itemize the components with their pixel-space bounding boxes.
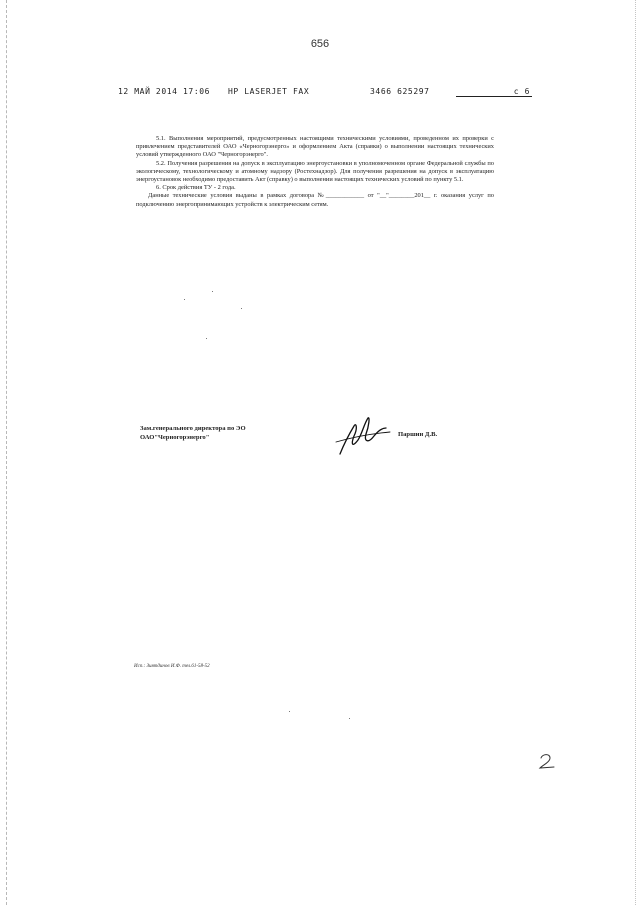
scan-edge-left <box>6 0 7 905</box>
fax-page: с 6 <box>456 87 532 97</box>
signatory-position-line1: Зам.генерального директора по ЭО <box>140 425 246 432</box>
paragraph-5-2: 5.2. Получения разрешения на допуск в эксплуатацию энергоустановки в уполномоченном органе Федеральной службы по экологическому, технологическому и атомному надзору (Ростехнадзор). Для получения разрешения на допуск в эксплуатацию энергоустановок необходимо предоставить Акт (справку) о выполнении настоящих технических условий по пункту 5.1. <box>136 159 494 184</box>
scan-speck <box>206 338 207 339</box>
scan-speck <box>184 299 185 300</box>
document-body <box>136 135 494 209</box>
scan-speck <box>212 291 213 292</box>
fax-datetime: 12 МАЙ 2014 17:06 <box>118 87 211 96</box>
executor-note: Исп.: Зиятдинов И.Ф. тел.61-58-52 <box>134 664 210 669</box>
paragraph-6: 6. Срок действия ТУ - 2 года. <box>156 184 236 192</box>
fax-device: HP LASERJET FAX <box>228 87 310 96</box>
fax-header <box>118 87 530 101</box>
page-number: 656 <box>310 38 330 50</box>
scan-speck <box>289 711 290 712</box>
scan-edge-right <box>635 0 636 905</box>
signer-name: Паршин Д.В. <box>398 431 438 438</box>
handwritten-number-mark <box>538 752 556 770</box>
signatory-position-line2: ОАО"Черногорэнерго" <box>140 434 210 441</box>
handwritten-signature <box>334 414 392 458</box>
scan-speck <box>241 308 242 309</box>
fax-phone: 3466 625297 <box>370 87 430 96</box>
paragraph-contract: Данные технические условия выданы в рамках договора №____________ от "__"________201__ г. оказания услуг по подключению энергопринимающих устройств к электрическим сетям. <box>136 192 494 208</box>
signatory-position <box>140 424 290 442</box>
paragraph-5-1: 5.1. Выполнения мероприятий, предусмотренных настоящими техническими условиями, проведенном их проверки с привлечением представителей ОАО «Черногорэнерго» и оформлением Акта (справки) о выполнении настоящих технических условий утвержденного ОАО "Черногорэнерго". <box>136 135 494 159</box>
scan-speck <box>349 718 350 719</box>
